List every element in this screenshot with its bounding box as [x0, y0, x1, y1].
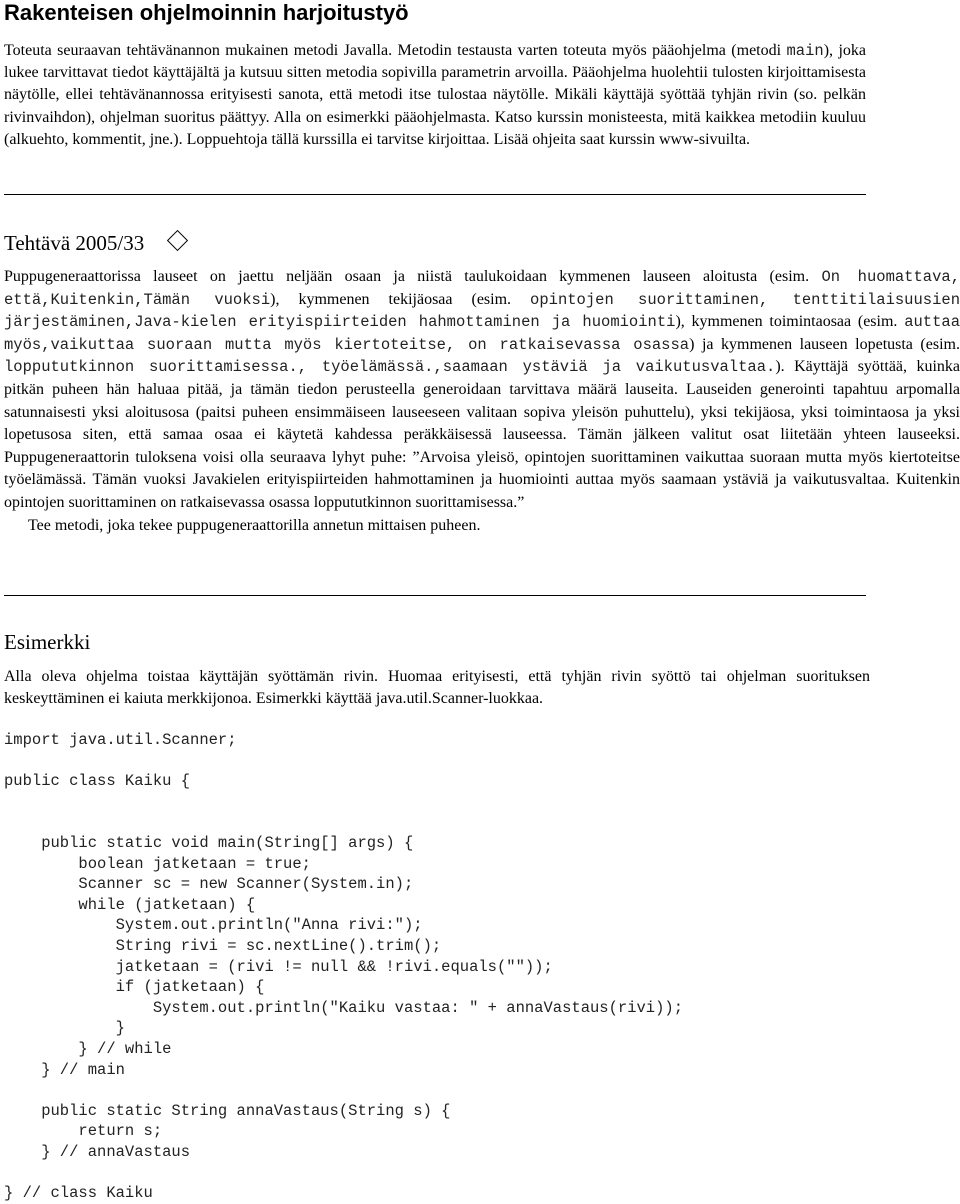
example-paragraph: Alla oleva ohjelma toistaa käyttäjän syöttämän rivin. Huomaa erityisesti, että tyhjän rivin syöttö tai ohjelman suorituksen keskeyttäminen ei kaiuta merkkijonoa. Esimerkki käyttää java.util.Scanner-luokkaa.: [4, 668, 870, 708]
task-code-example: auttaa myös,vaikuttaa suoraan mutta myös kiertoteitse, on ratkaisevassa osassa: [4, 313, 960, 354]
task-text: ). Käyttäjä syöttää, kuinka pitkän puheen hän haluaa pitää, ja tämän tiedon perusteella generoidaan tarvittava määrä lauseita. Lauseiden generointi tapahtuu arpomalla satunnaisesti yksi aloitusosa (paitsi puheen ensimmäiseen lauseeseen valitaan sopiva yleisön puhuttelu), yksi tekijäosa, yksi toimintaosa ja yksi lopetusosa siten, että samaa osaa ei käytetä kahdessa peräkkäisessä lauseessa. Tämän jälkeen valitut osat liitetään yhteen lauseeksi. Puppugeneraattorin tuloksena voisi olla seuraava lyhyt puhe: ”Arvoisa yleisö, opintojen suorittaminen vaikuttaa suoraan mutta myös kiertoteitse työelämässä. Tämän vuoksi Javakielen erityispiirteiden hahmottaminen ja huomiointi auttaa myös saamaan ystäviä ja vaikutusvaltaa. Kuitenkin opintojen suorittaminen on ratkaisevassa osassa loppututkinnon suorittamisessa.”: [4, 358, 960, 511]
task-code-example: loppututkinnon suorittamisessa., työelämässä.,saamaan ystäviä ja vaikutusvaltaa.: [4, 358, 776, 377]
code-listing: import java.util.Scanner; public class Kaiku { public static void main(String[] args) { boolean jatketaan = true; Scanner sc = new Scanner(System.in); while (jatketaan) { System.out.println("Anna rivi:"); String rivi = sc.nextLine().trim(); jatketaan = (rivi != null && !rivi.equals("")); if (jatketaan) { System.out.println("Kaiku vastaa: " + annaVastaus(rivi)); } } // while } // main public static String annaVastaus(String s) { return s; } // annaVastaus } // class Kaiku: [4, 731, 684, 1203]
task-paragraph: [4, 266, 960, 515]
task-heading: [4, 230, 185, 256]
intro-text-1: Toteuta seuraavan tehtävänannon mukainen metodi Javalla. Metodin testausta varten toteuta myös pääohjelma (metodi: [4, 42, 787, 59]
example-heading: Esimerkki: [4, 630, 91, 654]
section-divider: [4, 595, 866, 596]
section-divider: [4, 194, 866, 195]
task-code-example: opintojen suorittaminen, tenttitilaisuusien järjestäminen,Java-kielen erityispiirteiden hahmottaminen ja huomiointi: [4, 290, 960, 332]
task-description: [4, 266, 960, 537]
intro-text-2: ), joka lukee tarvittavat tiedot käyttäjältä ja kutsuu sitten metodia sopivilla parametrin arvoilla. Pääohjelma huolehtii tulosten kirjoittamisesta näytölle, ellei tehtävänannossa erityisesti sanota, että metodi itse tulostaa näytölle. Mikäli käyttäjä syöttää tyhjän rivin (so. pelkän rivinvaihdon), ohjelman suoritus päättyy. Alla on esimerkki pääohjelmasta. Katso kurssin monisteesta, mitä kaikkea metodiin kuuluu (alkuehto, kommentit, jne.). Loppuehtoja tällä kurssilla ei tarvitse kirjoittaa. Lisää ohjeita saat kurssin www-sivuilta.: [4, 42, 867, 148]
page-title: Rakenteisen ohjelmoinnin harjoitustyö: [4, 0, 409, 25]
task-heading-text: Tehtävä 2005/33: [4, 231, 145, 255]
task-code-example: On huomattava, että,Kuitenkin,Tämän vuoksi: [4, 268, 960, 309]
task-text: ), kymmenen toimintaosaa (esim.: [675, 313, 905, 331]
diamond-icon: [167, 230, 188, 251]
task-text: ), kymmenen tekijäosaa (esim.: [270, 290, 531, 308]
task-instruction: Tee metodi, joka tekee puppugeneraattorilla annetun mittaisen puheen.: [28, 516, 481, 534]
task-text: ) ja kymmenen lauseen lopetusta (esim.: [689, 335, 960, 353]
intro-paragraph: [4, 40, 866, 151]
task-text: Puppugeneraattorissa lauseet on jaettu neljään osaan ja niistä taulukoidaan kymmenen lauseen aloitusta (esim.: [4, 268, 822, 285]
intro-main-code: main: [786, 42, 824, 60]
